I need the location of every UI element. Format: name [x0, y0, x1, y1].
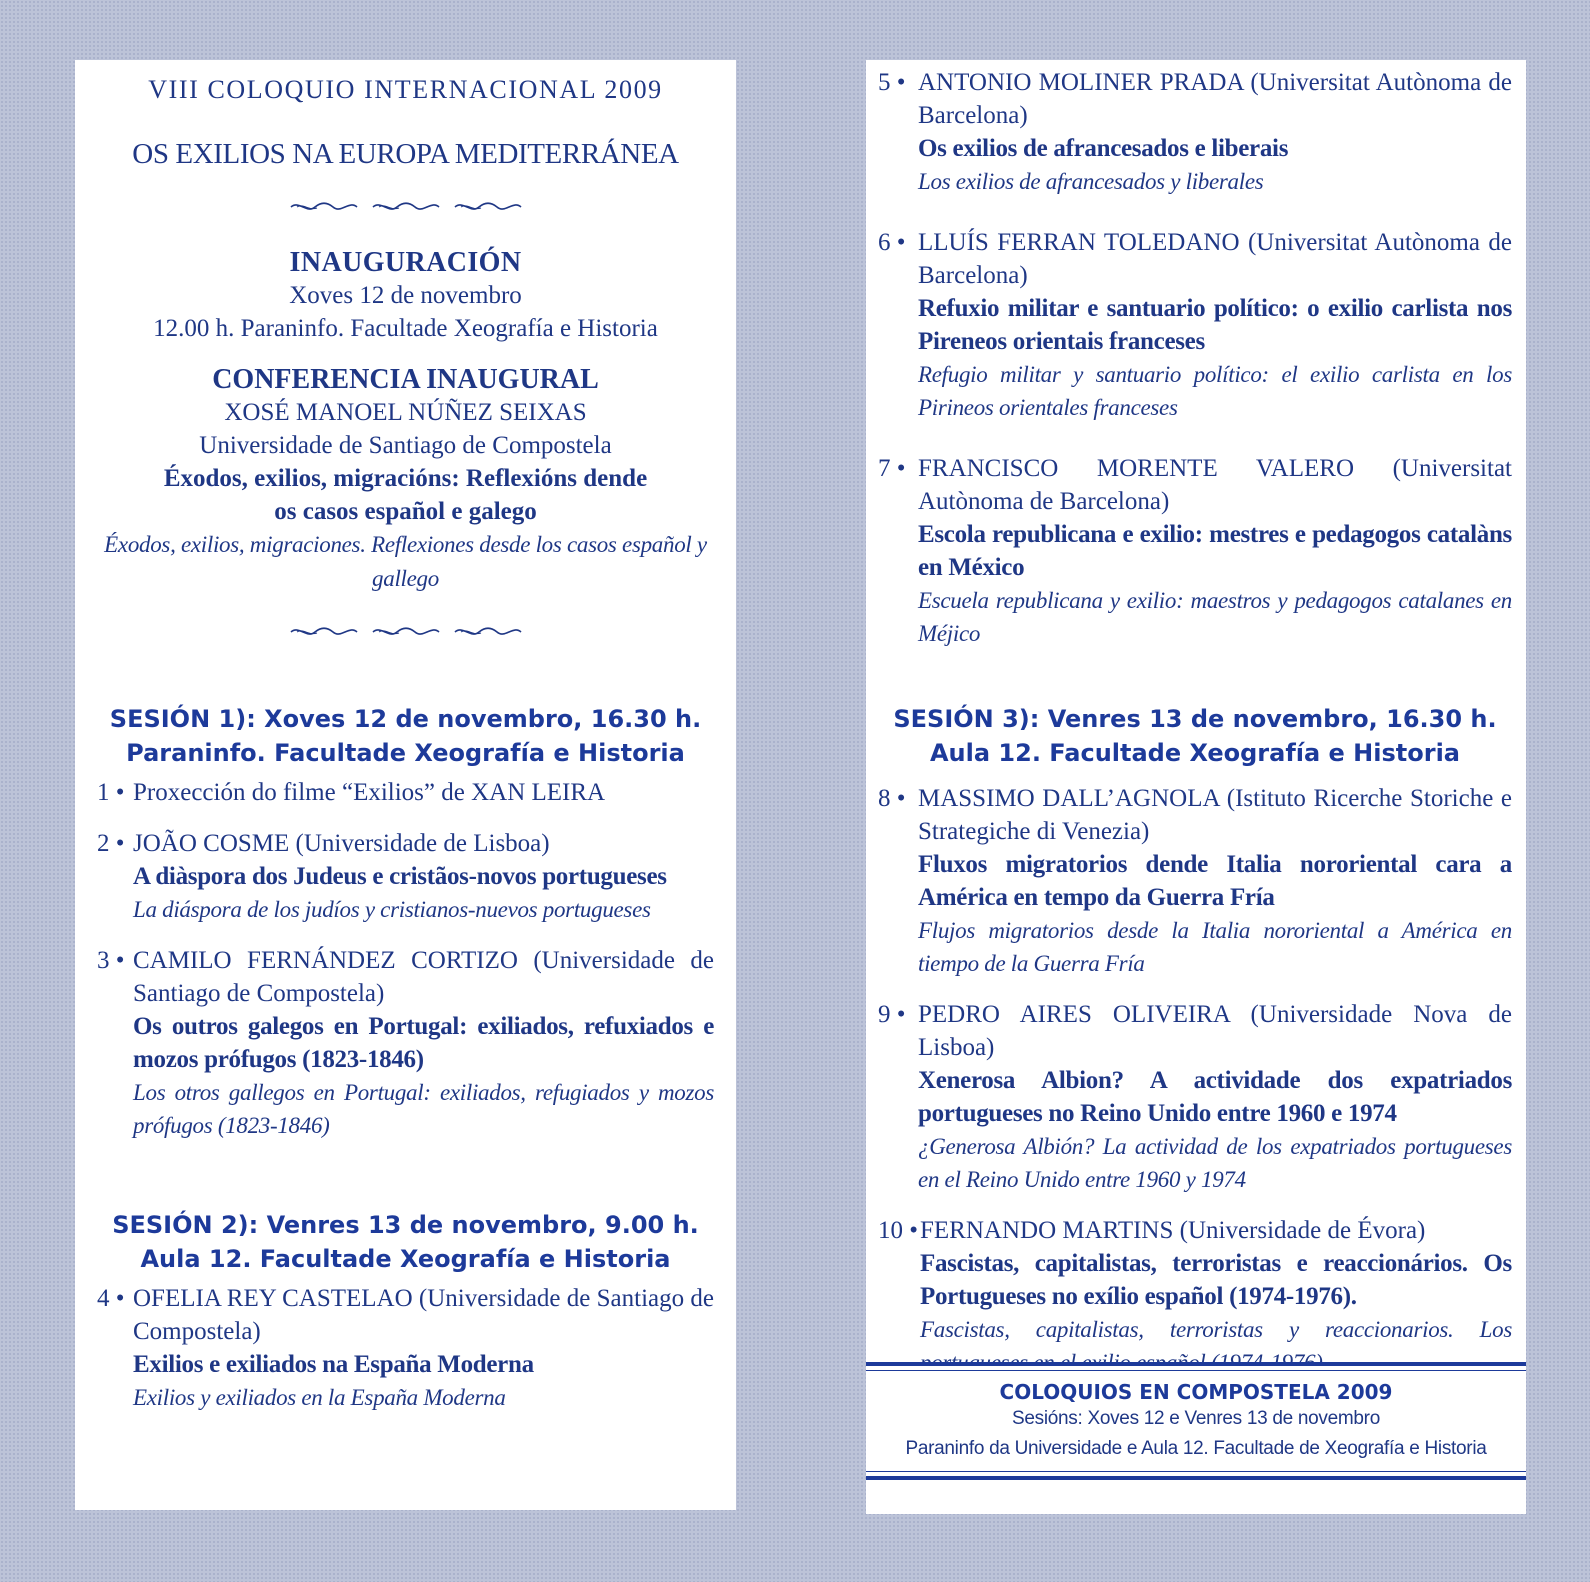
inauguracion-heading: INAUGURACIÓN	[289, 247, 522, 278]
conferencia-title-line1: Éxodos, exilios, migracións: Reflexións dende	[163, 465, 648, 492]
item-title: Fascistas, capitalistas, terroristas e reaccionários. Os Portugueses no exílio español (1974-1976).	[920, 1250, 1512, 1310]
session-3-heading	[878, 702, 1512, 770]
program-item	[878, 998, 1512, 1196]
item-number: 7 •	[878, 455, 906, 482]
item-title-es: Refugio militar y santuario político: el exilio carlista en los Pirineos orientales franceses	[918, 362, 1512, 420]
program-item	[97, 776, 714, 809]
item-number: 10 •	[878, 1217, 919, 1244]
item-speaker: LLUÍS FERRAN TOLEDANO (Universitat Autònoma de Barcelona)	[918, 229, 1512, 289]
ornament-divider	[97, 199, 714, 215]
ornament-icon	[453, 624, 523, 640]
inauguracion-place: 12.00 h. Paraninfo. Facultade Xeografía e Historia	[153, 315, 658, 342]
item-title: Escola republicana e exilio: mestres e pedagogos catalàns en México	[918, 521, 1512, 581]
right-panel	[866, 60, 1526, 1514]
session-3-line1: SESIÓN 3): Venres 13 de novembro, 16.30 h.	[893, 705, 1497, 733]
item-title: Refuxio militar e santuario político: o exilio carlista nos Pireneos orientais franceses	[918, 295, 1512, 355]
conferencia-title-line2: os casos español e galego	[274, 498, 537, 525]
conferencia-title-es: Éxodos, exilios, migraciones. Reflexiones desde los casos español y gallego	[104, 532, 707, 591]
session-1-line1: SESIÓN 1): Xoves 12 de novembro, 16.30 h.	[109, 705, 702, 733]
ornament-icon	[371, 199, 441, 215]
footer-box	[866, 1362, 1526, 1480]
item-title: Xenerosa Albion? A actividade dos expatriados portugueses no Reino Unido entre 1960 e 1974	[918, 1067, 1512, 1127]
item-title: Os exilios de afrancesados e liberais	[918, 135, 1289, 162]
inauguracion-date: Xoves 12 de novembro	[289, 282, 522, 309]
item-title: Os outros galegos en Portugal: exiliados, refuxiados e mozos prófugos (1823-1846)	[133, 1013, 714, 1073]
item-title-es: Los otros gallegos en Portugal: exiliados, refugiados y mozos prófugos (1823-1846)	[133, 1080, 714, 1138]
program-item	[97, 827, 714, 926]
conferencia-heading: CONFERENCIA INAUGURAL	[212, 364, 599, 395]
item-number: 9 •	[878, 1001, 906, 1028]
program-item	[878, 782, 1512, 980]
session-2-line1: SESIÓN 2): Venres 13 de novembro, 9.00 h.	[112, 1211, 699, 1239]
program-item	[878, 226, 1512, 424]
item-speaker: ANTONIO MOLINER PRADA (Universitat Autònoma de Barcelona)	[918, 69, 1512, 129]
item-title-es: La diáspora de los judíos y cristianos-nuevos portugueses	[133, 897, 651, 922]
conferencia-affiliation: Universidade de Santiago de Compostela	[199, 432, 612, 459]
item-speaker: FERNANDO MARTINS (Universidade de Évora)	[920, 1217, 1426, 1244]
ornament-icon	[371, 624, 441, 640]
item-speaker: OFELIA REY CASTELAO (Universidade de Santiago de Compostela)	[133, 1285, 714, 1345]
conferencia-speaker: XOSÉ MANOEL NÚÑEZ SEIXAS	[224, 399, 587, 426]
item-title-es: Flujos migratorios desde la Italia nororiental a América en tiempo de la Guerra Fría	[918, 918, 1512, 976]
item-title-es: Fascistas, capitalistas, terroristas y reaccionarios. Los	[920, 1317, 1512, 1342]
session-1-line2: Paraninfo. Facultade Xeografía e Historia	[126, 739, 685, 767]
ornament-icon	[289, 624, 359, 640]
item-speaker: MASSIMO DALL’AGNOLA (Istituto Ricerche Storiche e Strategiche di Venezia)	[918, 785, 1512, 845]
program-item	[97, 1282, 714, 1414]
item-speaker: CAMILO FERNÁNDEZ CORTIZO (Universidade de Santiago de Compostela)	[133, 947, 714, 1007]
program-item	[97, 944, 714, 1142]
item-number: 4 •	[97, 1285, 125, 1312]
item-number: 2 •	[97, 830, 125, 857]
item-speaker: PEDRO AIRES OLIVEIRA (Universidade Nova de Lisboa)	[918, 1001, 1512, 1061]
session-3-line2: Aula 12. Facultade Xeografía e Historia	[929, 739, 1460, 767]
event-title: OS EXILIOS NA EUROPA MEDITERRÁNEA	[132, 138, 679, 170]
item-title: Fluxos migratorios dende Italia nororiental cara a América en tempo da Guerra Fría	[918, 851, 1512, 911]
item-speaker: Proxección do filme “Exilios” de XAN LEIRA	[133, 779, 606, 806]
ornament-icon	[289, 199, 359, 215]
item-speaker: FRANCISCO MORENTE VALERO (Universitat Autònoma de Barcelona)	[918, 455, 1512, 515]
coloquio-heading: VIII COLOQUIO INTERNACIONAL 2009	[148, 75, 663, 104]
program-item	[878, 1214, 1512, 1379]
footer-venue: Paraninfo da Universidade e Aula 12. Facultade de Xeografía e Historia	[905, 1438, 1487, 1459]
item-title-es: ¿Generosa Albión? La actividad de los expatriados portugueses en el Reino Unido entre 1960 y 1974	[918, 1134, 1512, 1192]
item-title: A diàspora dos Judeus e cristãos-novos portugueses	[133, 863, 667, 890]
session-2-heading	[97, 1208, 714, 1276]
left-panel	[75, 60, 736, 1510]
session-1-heading	[97, 702, 714, 770]
item-title: Exilios e exiliados na España Moderna	[133, 1351, 534, 1378]
footer-title: COLOQUIOS EN COMPOSTELA 2009	[999, 1380, 1393, 1404]
session-2-line2: Aula 12. Facultade Xeografía e Historia	[140, 1245, 671, 1273]
ornament-divider	[97, 624, 714, 640]
program-item	[878, 66, 1512, 198]
item-speaker: JOÃO COSME (Universidade de Lisboa)	[133, 830, 550, 857]
item-number: 3 •	[97, 947, 125, 974]
program-item	[878, 452, 1512, 650]
item-title-es: Los exilios de afrancesados y liberales	[918, 169, 1264, 194]
item-number: 8 •	[878, 785, 906, 812]
item-title-es: Exilios y exiliados en la España Moderna	[133, 1385, 506, 1410]
item-number: 5 •	[878, 69, 906, 96]
ornament-icon	[453, 199, 523, 215]
item-number: 1 •	[97, 779, 125, 806]
item-number: 6 •	[878, 229, 906, 256]
item-title-es: Escuela republicana y exilio: maestros y pedagogos catalanes en Méjico	[918, 588, 1512, 646]
footer-sessions: Sesións: Xoves 12 e Venres 13 de novembro	[1012, 1408, 1380, 1429]
